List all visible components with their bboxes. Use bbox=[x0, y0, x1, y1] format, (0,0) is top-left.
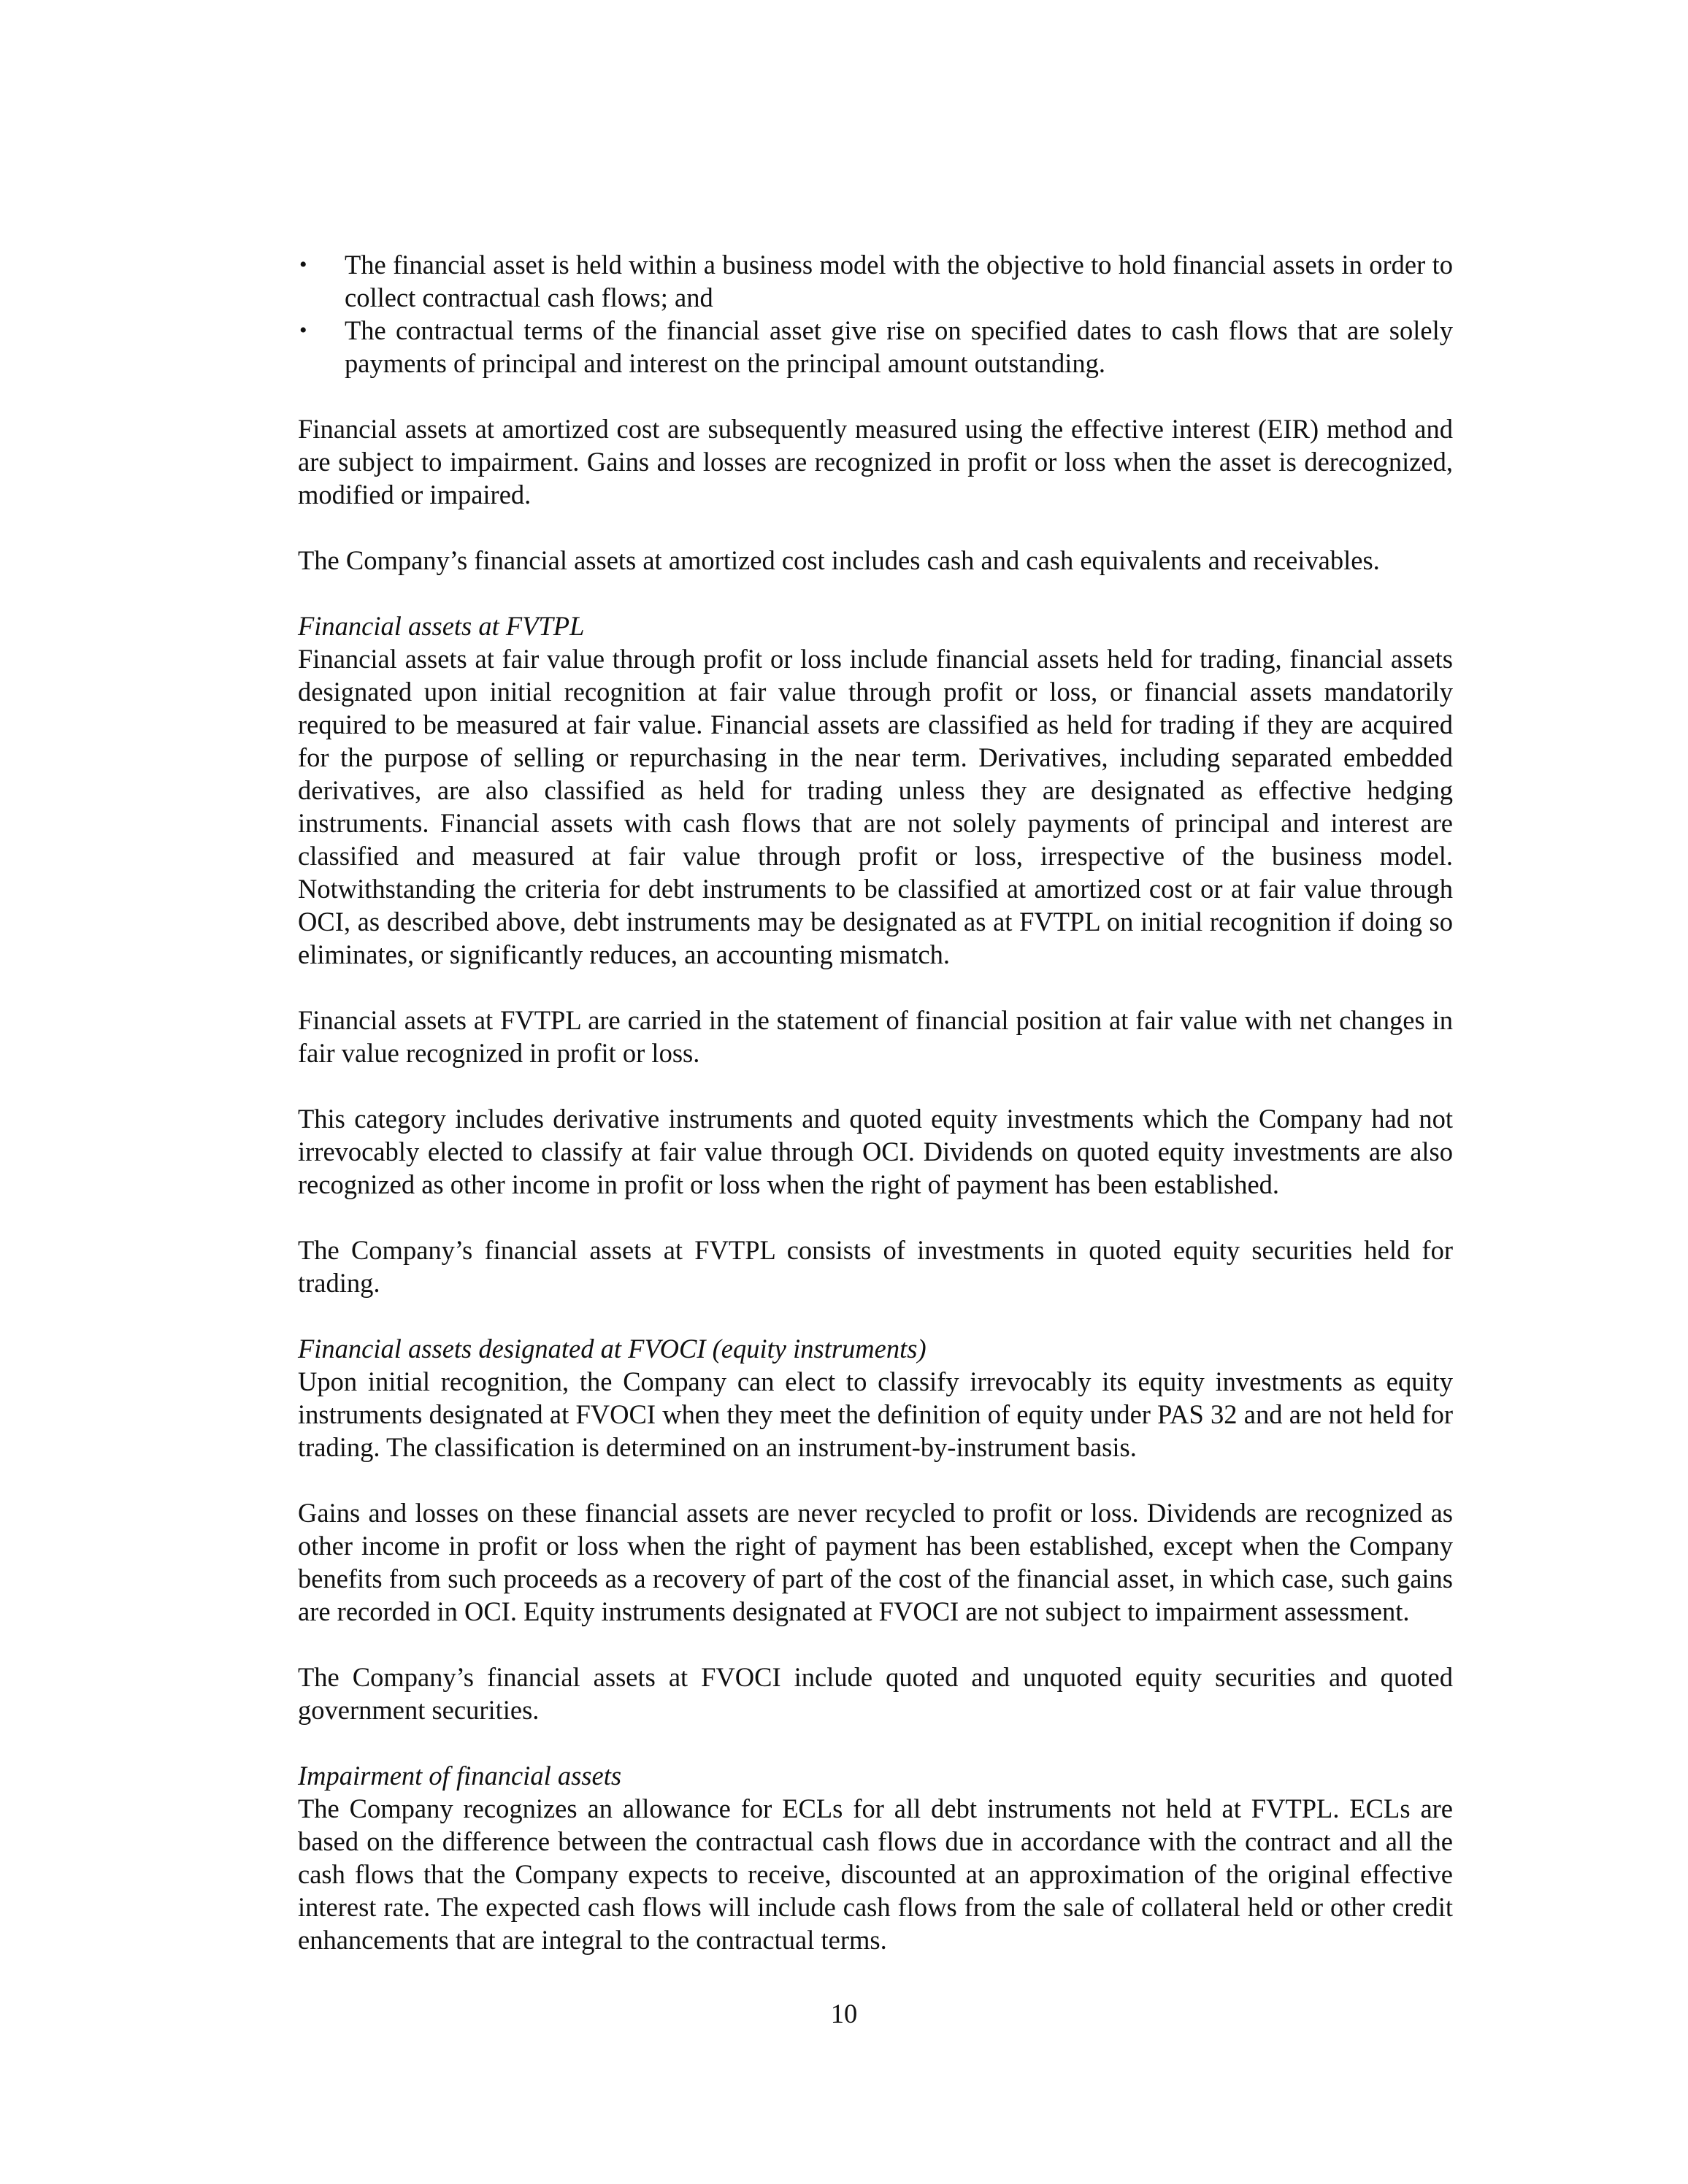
impairment-intro-paragraph: The Company recognizes an allowance for ECLs for all debt instruments not held at FVTPL. ECLs are based on the difference between the contractual cash flows due in accordance with the contract and all the cash flows that the Company expects to receive, discounted at an approximation of the original effective interest rate. The expected cash flows will include cash flows from the sale of collateral held or other credit enhancements that are integral to the contractual terms. bbox=[298, 1793, 1453, 1955]
amortized-measurement-paragraph: Financial assets at amortized cost are subsequently measured using the effective interest (EIR) method and are subject to impairment. Gains and losses are recognized in profit or loss when the asset is derecognized, modified or impaired. bbox=[298, 414, 1453, 510]
fvtpl-heading: Financial assets at FVTPL bbox=[298, 611, 585, 641]
bullet-text: The financial asset is held within a business model with the objective to hold financial assets in order to collect contractual cash flows; and bbox=[345, 250, 1453, 312]
page-number: 10 bbox=[830, 1999, 858, 2029]
bullet-icon: • bbox=[299, 253, 307, 277]
fvtpl-category-paragraph: This category includes derivative instruments and quoted equity investments which the Company had not irrevocably elected to classify at fair value through OCI. Dividends on quoted equity investments are also recognized as other income in profit or loss when the right of payment has been established. bbox=[298, 1104, 1453, 1199]
fvoci-gains-paragraph: Gains and losses on these financial assets are never recycled to profit or loss. Dividends are recognized as other income in profit or loss when the right of payment has been established, except when the Company benefits from such proceeds as a recovery of part of the cost of the financial asset, in which case, such gains are recorded in OCI. Equity instruments designated at FVOCI are not subject to impairment assessment. bbox=[298, 1498, 1453, 1626]
impairment-heading: Impairment of financial assets bbox=[298, 1761, 622, 1791]
bullet-item bbox=[298, 248, 1453, 314]
bullet-text: The contractual terms of the financial asset give rise on specified dates to cash flows that are solely payments of principal and interest on the principal amount outstanding. bbox=[345, 315, 1453, 378]
fvtpl-carried-paragraph: Financial assets at FVTPL are carried in the statement of financial position at fair value with net changes in fair value recognized in profit or loss. bbox=[298, 1005, 1453, 1068]
bullet-item bbox=[298, 314, 1453, 380]
fvoci-intro-paragraph: Upon initial recognition, the Company can elect to classify irrevocably its equity investments as equity instruments designated at FVOCI when they meet the definition of equity under PAS 32 and are not held for trading. The classification is determined on an instrument-by-instrument basis. bbox=[298, 1366, 1453, 1462]
fvoci-company-paragraph: The Company’s financial assets at FVOCI include quoted and unquoted equity securities and quoted government securities. bbox=[298, 1662, 1453, 1725]
fvoci-heading: Financial assets designated at FVOCI (equity instruments) bbox=[298, 1334, 927, 1364]
amortized-company-paragraph: The Company’s financial assets at amortized cost includes cash and cash equivalents and receivables. bbox=[298, 545, 1380, 575]
document-page bbox=[298, 248, 1453, 1989]
fvtpl-intro-paragraph: Financial assets at fair value through profit or loss include financial assets held for trading, financial assets designated upon initial recognition at fair value through profit or loss, or financial assets mandatorily required to be measured at fair value. Financial assets are classified as held for trading if they are acquired for the purpose of selling or repurchasing in the near term. Derivatives, including separated embedded derivatives, are also classified as held for trading unless they are designated as effective hedging instruments. Financial assets with cash flows that are not solely payments of principal and interest are classified and measured at fair value through profit or loss, irrespective of the business model. Notwithstanding the criteria for debt instruments to be classified at amortized cost or at fair value through OCI, as described above, debt instruments may be designated as at FVTPL on initial recognition if doing so eliminates, or significantly reduces, an accounting mismatch. bbox=[298, 644, 1453, 969]
bullet-icon: • bbox=[299, 318, 307, 342]
fvtpl-company-paragraph: The Company’s financial assets at FVTPL consists of investments in quoted equity securities held for trading. bbox=[298, 1235, 1453, 1298]
criteria-bullet-list bbox=[298, 248, 1453, 380]
